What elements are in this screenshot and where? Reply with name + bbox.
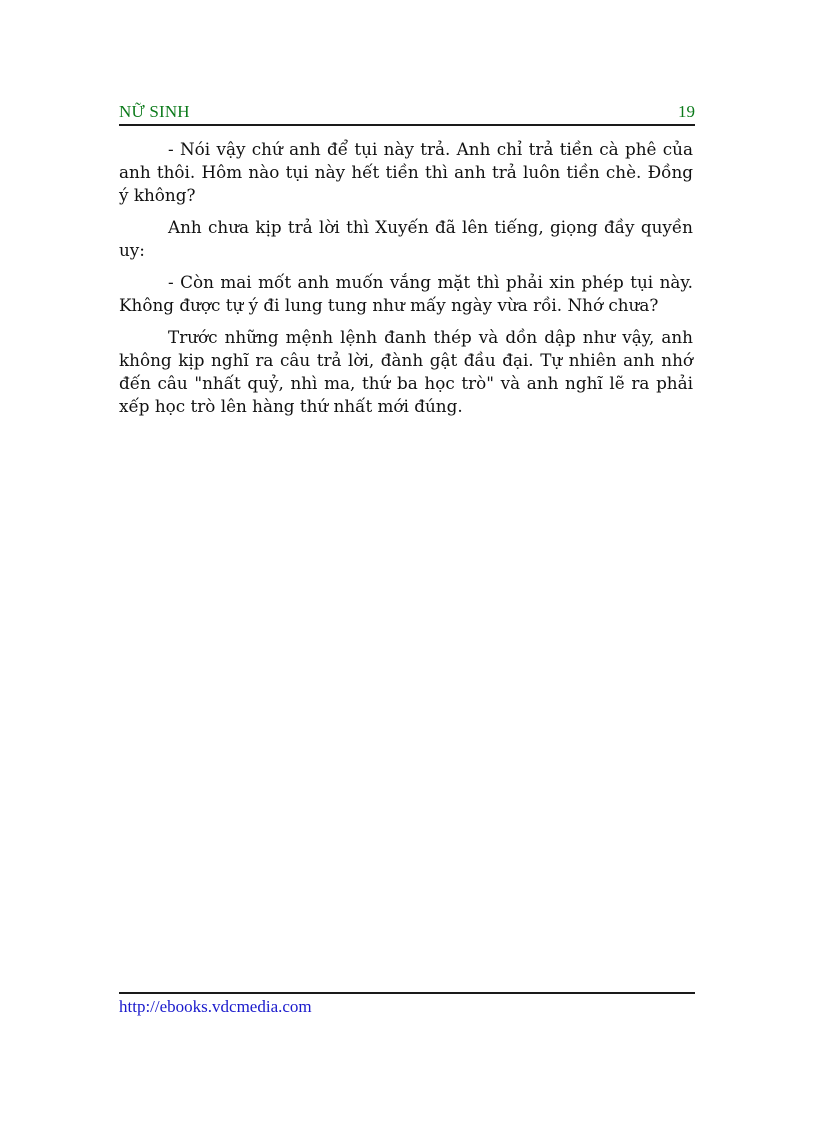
page-footer bbox=[119, 992, 695, 1017]
page-number: 19 bbox=[678, 102, 695, 121]
footer-link[interactable]: http://ebooks.vdcmedia.com bbox=[119, 997, 312, 1016]
paragraph: Anh chưa kịp trả lời thì Xuyến đã lên tiếng, giọng đầy quyền uy: bbox=[119, 217, 693, 260]
running-title: NỮ SINH bbox=[119, 102, 190, 121]
page-header bbox=[119, 100, 695, 126]
paragraph: Trước những mệnh lệnh đanh thép và dồn dập như vậy, anh không kịp nghĩ ra câu trả lời, đành gật đầu đại. Tự nhiên anh nhớ đến câu "nhất quỷ, nhì ma, thứ ba học trò" và anh nghĩ lẽ ra phải xếp học trò lên hàng thứ nhất mới đúng. bbox=[119, 327, 693, 416]
body-text bbox=[119, 138, 693, 427]
paragraph: - Còn mai mốt anh muốn vắng mặt thì phải xin phép tụi này. Không được tự ý đi lung tung như mấy ngày vừa rồi. Nhớ chưa? bbox=[119, 272, 693, 315]
paragraph: - Nói vậy chứ anh để tụi này trả. Anh chỉ trả tiền cà phê của anh thôi. Hôm nào tụi này hết tiền thì anh trả luôn tiền chè. Đồng ý không? bbox=[119, 139, 693, 205]
